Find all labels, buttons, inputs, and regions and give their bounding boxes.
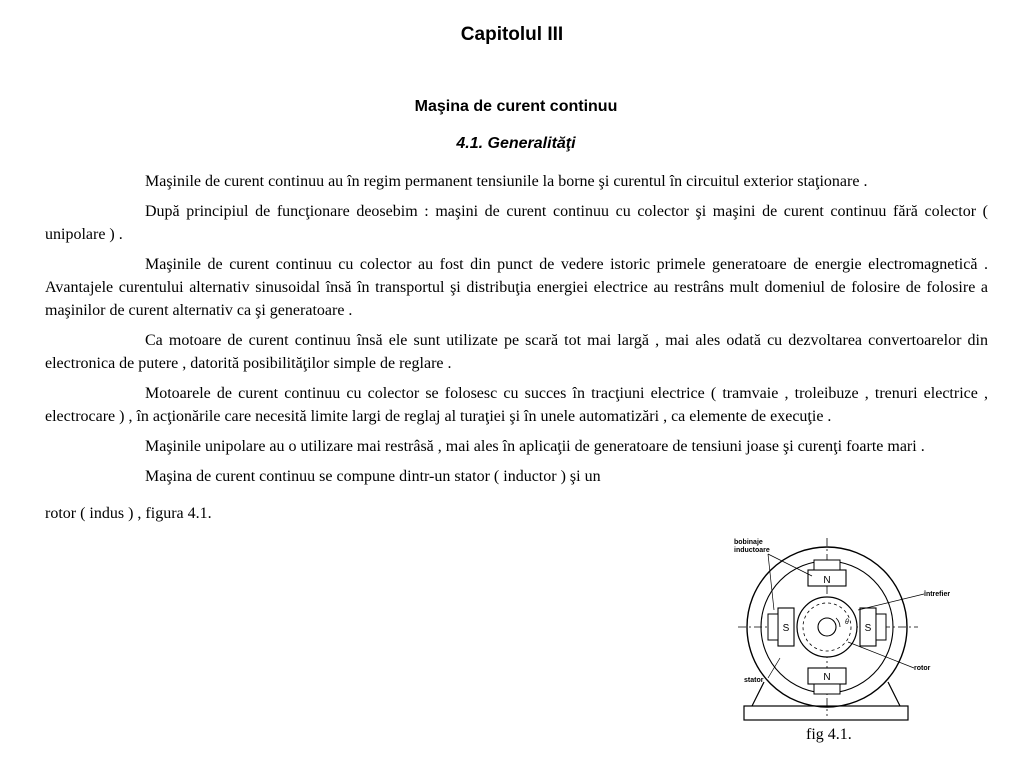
label-pole-s-right: S: [864, 623, 872, 634]
label-pole-s-left: S: [782, 623, 790, 634]
label-gap: întrefier: [924, 591, 951, 598]
label-pole-n-bottom: N: [823, 672, 831, 683]
subsection-title: 4.1. Generalităţi: [456, 135, 576, 152]
label-coils-line1: bobinaje: [734, 539, 763, 546]
dc-machine-diagram: [728, 530, 968, 730]
paragraph-2: După principiul de funcţionare deosebim : maşini de curent continuu cu colector şi maşini de curent continuu fără colector ( unipolare ) .: [45, 203, 988, 243]
coil-left: [768, 614, 778, 640]
paragraph-3: Maşinile de curent continuu cu colector au fost din punct de vedere istoric primele generatoare de energie electromagnetică . Avantajele curentului alternativ sinusoidal însă în transportul şi distribuţia energiei electrice au restrâns mult domeniul de folosire de folosire a maşinilor de curent alternativ ca şi generatoare .: [45, 256, 988, 319]
paragraph-8: rotor ( indus ) , figura 4.1.: [45, 505, 212, 522]
chapter-heading: Capitolul III: [460, 24, 564, 45]
figure-caption: fig 4.1.: [806, 726, 852, 743]
coil-top: [814, 560, 840, 570]
leader-gap: [858, 594, 924, 610]
label-coils-line2: inductoare: [734, 547, 770, 554]
machine-base: [744, 706, 908, 720]
shaft: [818, 618, 836, 636]
leader-coils-2: [768, 554, 774, 610]
label-stator: stator: [744, 677, 764, 684]
label-angle: θ: [845, 619, 849, 626]
coil-bottom: [814, 684, 840, 694]
coil-right: [876, 614, 886, 640]
label-rotor: rotor: [914, 665, 931, 672]
paragraph-7: Maşina de curent continuu se compune dintr-un stator ( inductor ) şi un: [145, 468, 601, 485]
paragraph-6: Maşinile unipolare au o utilizare mai restrâsă , mai ales în aplicaţii de generatoare de tensiuni joase şi curenţi foarte mari .: [145, 438, 925, 455]
paragraph-4: Ca motoare de curent continuu însă ele sunt utilizate pe scară tot mai largă , mai ales odată cu dezvoltarea convertoarelor din electronica de putere , datorită posibilităţilor simple de reglare .: [45, 332, 988, 372]
paragraph-1: Maşinile de curent continuu au în regim permanent tensiunile la borne şi curentul în circuitul exterior staţionare .: [145, 173, 868, 190]
dc-machine-figure: [728, 530, 968, 750]
label-pole-n-top: N: [823, 575, 831, 586]
body-text: [45, 170, 988, 532]
paragraph-5: Motoarele de curent continuu cu colector se folosesc cu succes în tracţiuni electrice ( tramvaie , troleibuze , trenuri electrice , electrocare ) , în acţionările care necesită limite largi de reglaj al turaţiei şi în unele automatizări , ca elemente de execuţie .: [45, 385, 988, 425]
section-title: Maşina de curent continuu: [414, 98, 618, 115]
